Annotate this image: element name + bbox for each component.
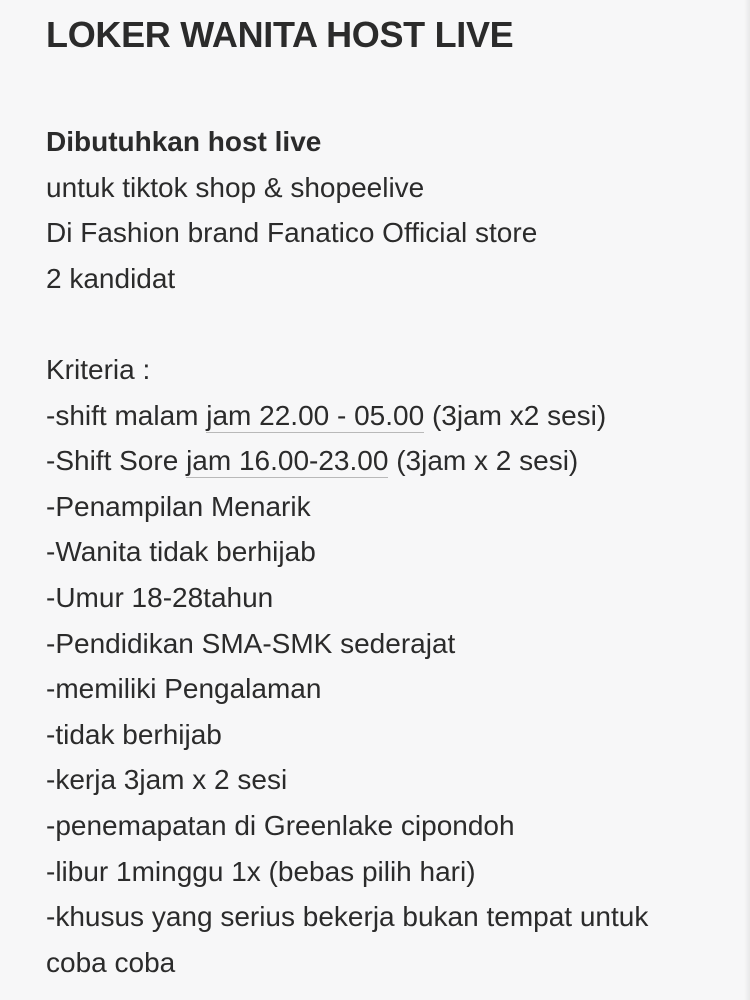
shift-malam-prefix: -shift malam bbox=[46, 399, 207, 431]
shift-sore-time: jam 16.00-23.00 bbox=[186, 445, 389, 477]
shift-sore-prefix: -Shift Sore bbox=[46, 445, 187, 477]
criteria-item: -khusus yang serius bekerja bukan tempat untuk bbox=[46, 901, 649, 933]
shift-malam-time: jam 22.00 - 05.00 bbox=[206, 399, 425, 431]
criteria-item-shift-sore bbox=[46, 438, 736, 484]
criteria-item: -Wanita tidak berhijab bbox=[46, 536, 316, 568]
criteria-item: -libur 1minggu 1x (bebas pilih hari) bbox=[46, 855, 476, 887]
posting-body bbox=[46, 119, 736, 985]
criteria-item: -tidak berhijab bbox=[46, 718, 222, 750]
section-spacer bbox=[46, 301, 736, 347]
intro-line-platform: untuk tiktok shop & shopeelive bbox=[46, 171, 425, 203]
criteria-item: -Pendidikan SMA-SMK sederajat bbox=[46, 627, 456, 659]
shift-sore-suffix: (3jam x 2 sesi) bbox=[388, 445, 579, 477]
page-edge-shadow bbox=[744, 0, 750, 1000]
criteria-item: -Umur 18-28tahun bbox=[46, 581, 274, 613]
criteria-item-shift-malam bbox=[46, 393, 736, 439]
page-title: LOKER WANITA HOST LIVE bbox=[46, 14, 514, 55]
intro-line-candidates: 2 kandidat bbox=[46, 262, 176, 294]
criteria-item: -penemapatan di Greenlake cipondoh bbox=[46, 809, 515, 841]
shift-malam-suffix: (3jam x2 sesi) bbox=[424, 399, 607, 431]
intro-heading: Dibutuhkan host live bbox=[46, 126, 322, 157]
criteria-item: -kerja 3jam x 2 sesi bbox=[46, 764, 288, 796]
criteria-heading: Kriteria : bbox=[46, 353, 151, 385]
criteria-item-continuation: coba coba bbox=[46, 946, 176, 978]
intro-line-brand: Di Fashion brand Fanatico Official store bbox=[46, 217, 538, 249]
criteria-item: -Penampilan Menarik bbox=[46, 490, 311, 522]
criteria-item: -memiliki Pengalaman bbox=[46, 673, 322, 705]
